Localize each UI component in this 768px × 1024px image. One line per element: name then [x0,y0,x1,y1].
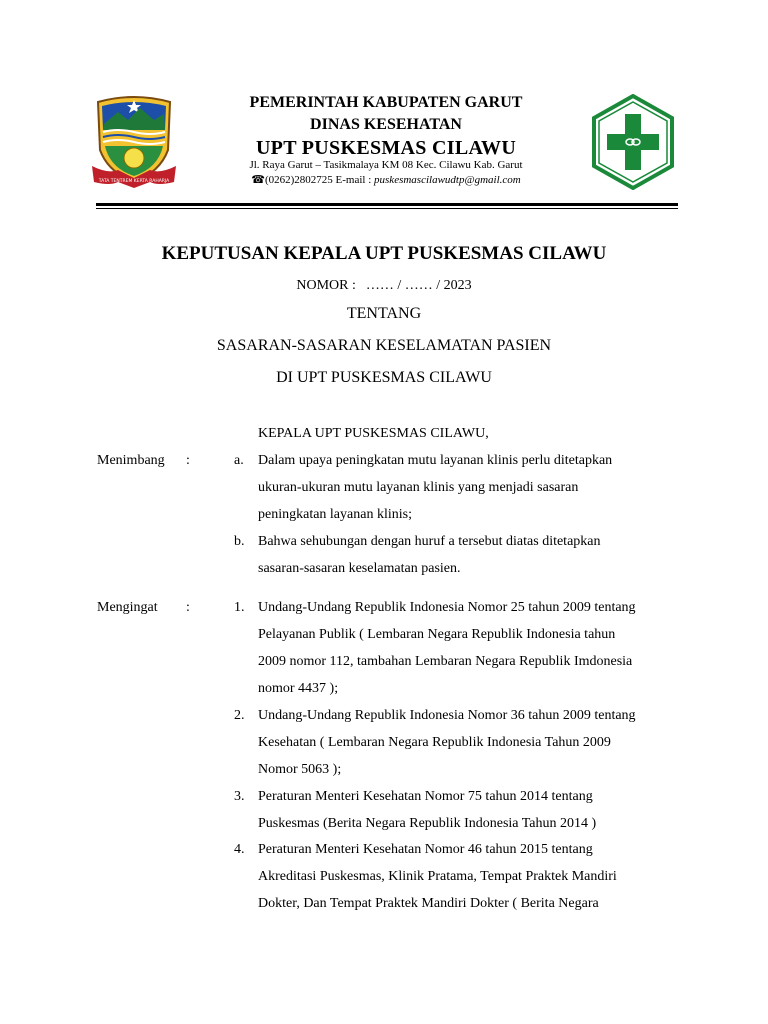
decree-subject-line-2: DI UPT PUSKESMAS CILAWU [276,369,492,386]
mengingat-item-1-marker: 1. [234,600,245,615]
menimbang-item-b-line: sasaran-sasaran keselamatan pasien. [258,561,461,576]
mengingat-item-1-line: Undang-Undang Republik Indonesia Nomor 25 tahun 2009 tentang [258,600,636,615]
letterhead-email-label: E-mail : [335,174,372,186]
mengingat-item-3-marker: 3. [234,789,245,804]
decree-number-label: NOMOR : [296,278,356,293]
menimbang-item-a-line: Dalam upaya peningkatan mutu layanan klinis perlu ditetapkan [258,453,613,468]
mengingat-item-1-line: 2009 nomor 112, tambahan Lembaran Negara Republik Imdonesia [258,654,633,669]
decree-subject-line-1: SASARAN-SASARAN KESELAMATAN PASIEN [216,337,552,354]
mengingat-item-4-marker: 4. [234,842,245,857]
letterhead-email: puskesmascilawudtp@gmail.com [374,174,521,186]
menimbang-item-b-line: Bahwa sehubungan dengan huruf a tersebut diatas ditetapkan [258,534,601,549]
mengingat-colon: : [186,600,190,615]
issuing-official: KEPALA UPT PUSKESMAS CILAWU, [258,426,489,441]
garut-coat-of-arms-logo [88,90,180,192]
mengingat-item-4-line: Peraturan Menteri Kesehatan Nomor 46 tahun 2015 tentang [258,842,593,857]
menimbang-label: Menimbang [97,453,165,468]
mengingat-label: Mengingat [97,600,158,615]
letterhead-contact [180,173,592,186]
letterhead-phone: (0262)2802725 [264,174,333,186]
menimbang-colon: : [186,453,190,468]
puskesmas-logo [592,94,674,190]
letterhead-department: DINAS KESEHATAN [310,116,462,133]
mengingat-item-1-line: Pelayanan Publik ( Lembaran Negara Republik Indonesia tahun [258,627,616,642]
menimbang-item-a-line: peningkatan layanan klinis; [258,507,412,522]
letterhead-institution: UPT PUSKESMAS CILAWU [255,137,517,159]
letterhead-address: Jl. Raya Garut – Tasikmalaya KM 08 Kec. Cilawu Kab. Garut [249,159,523,171]
mengingat-item-4-line: Akreditasi Puskesmas, Klinik Pratama, Tempat Praktek Mandiri [258,869,617,884]
letterhead-divider-thick [96,203,678,206]
coat-of-arms-motto: TATA TENTREM KERTA RAHARJA [98,179,170,184]
menimbang-item-b-marker: b. [234,534,245,549]
decree-number-value: …… / …… / 2023 [365,278,472,293]
decree-about-label: TENTANG [346,305,422,322]
mengingat-item-2-line: Nomor 5063 ); [258,762,342,777]
letterhead-divider-thin [96,208,678,209]
mengingat-item-2-line: Kesehatan ( Lembaran Negara Republik Indonesia Tahun 2009 [258,735,611,750]
decree-title: KEPUTUSAN KEPALA UPT PUSKESMAS CILAWU [161,243,607,264]
menimbang-item-a-line: ukuran-ukuran mutu layanan klinis yang menjadi sasaran [258,480,579,495]
mengingat-item-3-line: Peraturan Menteri Kesehatan Nomor 75 tahun 2014 tentang [258,789,593,804]
mengingat-item-3-line: Puskesmas (Berita Negara Republik Indonesia Tahun 2014 ) [258,816,597,831]
mengingat-item-2-line: Undang-Undang Republik Indonesia Nomor 36 tahun 2009 tentang [258,708,636,723]
phone-icon: ☎ [251,174,265,186]
decree-number [0,278,768,294]
mengingat-item-4-line: Dokter, Dan Tempat Praktek Mandiri Dokter ( Berita Negara [258,896,599,911]
menimbang-item-a-marker: a. [234,453,244,468]
mengingat-item-2-marker: 2. [234,708,245,723]
mengingat-item-1-line: nomor 4437 ); [258,681,339,696]
letterhead-government: PEMERINTAH KABUPATEN GARUT [249,94,523,111]
